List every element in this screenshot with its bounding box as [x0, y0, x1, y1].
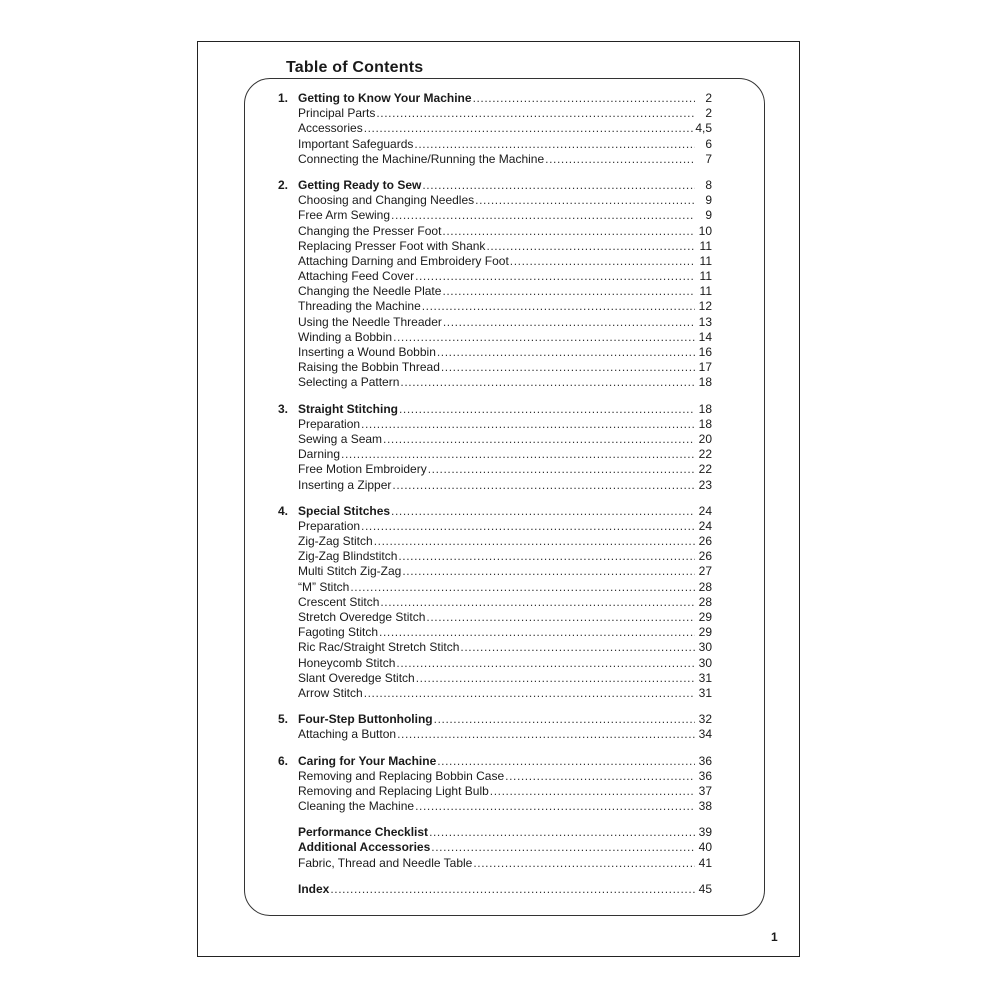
entry-label: Slant Overedge Stitch — [298, 670, 415, 685]
dot-leader — [383, 432, 695, 447]
toc-page-number: 6 — [705, 136, 712, 151]
page-number: 1 — [771, 930, 778, 944]
toc-page-number: 37 — [698, 783, 712, 798]
dot-leader — [442, 284, 695, 299]
toc-entry — [278, 269, 712, 284]
entry-label: Changing the Presser Foot — [298, 223, 442, 238]
dot-leader — [416, 671, 695, 686]
toc-appendix-entry — [278, 840, 712, 855]
dot-leader — [364, 686, 695, 701]
toc-page-number: 36 — [698, 753, 712, 768]
toc-page-number: 10 — [698, 223, 712, 238]
toc-page-number: 20 — [698, 431, 712, 446]
dot-leader — [473, 91, 695, 106]
toc-page-number: 26 — [698, 534, 712, 549]
entry-label: Free Motion Embroidery — [298, 462, 427, 477]
toc-entry — [278, 121, 712, 136]
dot-leader — [415, 799, 695, 814]
dot-leader — [422, 299, 695, 314]
toc-page-number: 16 — [698, 345, 712, 359]
dot-leader — [545, 152, 695, 167]
toc-page-number: 8 — [705, 177, 712, 192]
toc-entry — [278, 784, 712, 799]
toc-page-number: 39 — [698, 825, 712, 840]
toc-entry — [278, 447, 712, 462]
toc-page-number: 24 — [698, 503, 712, 518]
toc-entry — [278, 610, 712, 625]
toc-page-number: 30 — [698, 655, 712, 670]
toc-page-number: 28 — [698, 594, 712, 609]
section-number: 2. — [278, 177, 289, 192]
dot-leader — [364, 121, 695, 136]
dot-leader — [361, 417, 695, 432]
entry-label: Choosing and Changing Needles — [298, 193, 475, 208]
toc-page-number: 12 — [698, 299, 712, 314]
entry-label: Darning — [298, 447, 341, 462]
dot-leader — [379, 625, 695, 640]
toc-entry — [278, 727, 712, 742]
dot-leader — [392, 478, 695, 493]
toc-page-number: 41 — [698, 855, 712, 870]
toc-page-number: 7 — [705, 151, 712, 166]
toc-entry — [278, 580, 712, 595]
entry-label: Zig-Zag Stitch — [298, 534, 373, 549]
dot-leader — [350, 580, 695, 595]
toc-index-entry — [278, 882, 712, 897]
toc-section-heading — [278, 402, 712, 417]
appendix-label: Additional Accessories — [298, 840, 431, 855]
entry-label: Threading the Machine — [298, 299, 421, 314]
toc-entry — [278, 519, 712, 534]
toc-page-number: 4,5 — [695, 121, 712, 136]
toc-entry — [278, 284, 712, 299]
toc-entry — [278, 534, 712, 549]
entry-label: Selecting a Pattern — [298, 375, 400, 390]
toc-list — [278, 91, 712, 897]
dot-leader — [396, 656, 695, 671]
entry-label: Changing the Needle Plate — [298, 284, 442, 299]
dot-leader — [402, 564, 695, 579]
dot-leader — [437, 345, 695, 360]
toc-page-number: 11 — [699, 284, 712, 299]
toc-page-number: 32 — [698, 712, 712, 727]
entry-label: Ric Rac/Straight Stretch Stitch — [298, 640, 460, 655]
toc-page-number: 22 — [698, 447, 712, 462]
dot-leader — [441, 360, 695, 375]
toc-entry — [278, 478, 712, 493]
toc-page-number: 11 — [699, 253, 712, 268]
dot-leader — [391, 504, 695, 519]
entry-label: Important Safeguards — [298, 136, 414, 151]
entry-label: Accessories — [298, 121, 363, 136]
section-number: 6. — [278, 753, 289, 768]
toc-entry — [278, 417, 712, 432]
toc-page-number: 34 — [698, 727, 712, 742]
dot-leader — [442, 224, 695, 239]
dot-leader — [374, 534, 695, 549]
toc-entry — [278, 254, 712, 269]
section-title: Special Stitches — [298, 503, 391, 518]
toc-page-number: 30 — [698, 640, 712, 655]
toc-page-number: 2 — [705, 106, 712, 121]
dot-leader — [473, 856, 695, 871]
entry-label: Fagoting Stitch — [298, 625, 379, 640]
section-number: 4. — [278, 503, 289, 518]
entry-label: Arrow Stitch — [298, 685, 363, 700]
dot-leader — [399, 402, 695, 417]
toc-page-number: 28 — [698, 579, 712, 594]
section-title: Straight Stitching — [298, 401, 398, 416]
dot-leader — [429, 825, 695, 840]
entry-label: Free Arm Sewing — [298, 208, 391, 223]
entry-label: Preparation — [298, 416, 361, 431]
toc-page-number: 31 — [698, 685, 712, 700]
dot-leader — [400, 375, 695, 390]
toc-page-number: 27 — [698, 564, 712, 579]
toc-entry — [278, 330, 712, 345]
dot-leader — [434, 712, 695, 727]
toc-entry — [278, 595, 712, 610]
entry-label: Zig-Zag Blindstitch — [298, 549, 398, 564]
toc-entry — [278, 432, 712, 447]
dot-leader — [397, 727, 695, 742]
toc-page-number: 2 — [705, 91, 712, 105]
dot-leader — [391, 208, 695, 223]
toc-page-number: 22 — [698, 462, 712, 477]
toc-page-number: 29 — [698, 625, 712, 640]
toc-page-number: 40 — [698, 840, 712, 855]
dot-leader — [398, 549, 695, 564]
toc-page-number: 36 — [698, 768, 712, 783]
section-title: Getting Ready to Sew — [298, 177, 422, 192]
toc-page-number: 14 — [698, 329, 712, 344]
toc-page-number: 9 — [705, 208, 712, 223]
dot-leader — [361, 519, 695, 534]
entry-label: Principal Parts — [298, 106, 376, 121]
toc-page-number: 13 — [698, 314, 712, 329]
toc-entry — [278, 671, 712, 686]
toc-entry — [278, 208, 712, 223]
appendix-label: Performance Checklist — [298, 825, 429, 840]
toc-page-number: 24 — [698, 518, 712, 533]
dot-leader — [437, 754, 695, 769]
toc-entry — [278, 106, 712, 121]
section-title: Four-Step Buttonholing — [298, 712, 433, 727]
toc-entry — [278, 656, 712, 671]
section-number: 5. — [278, 712, 289, 727]
toc-entry — [278, 462, 712, 477]
toc-page-number: 29 — [698, 610, 712, 624]
toc-page-number: 9 — [705, 193, 712, 208]
toc-entry — [278, 315, 712, 330]
dot-leader — [490, 784, 695, 799]
toc-entry — [278, 152, 712, 167]
toc-section-heading — [278, 754, 712, 769]
toc-page-number: 17 — [698, 360, 712, 375]
entry-label: Attaching a Button — [298, 727, 397, 742]
entry-label: Sewing a Seam — [298, 431, 383, 446]
toc-entry — [278, 375, 712, 390]
section-number: 3. — [278, 401, 289, 416]
section-title: Getting to Know Your Machine — [298, 91, 472, 105]
toc-entry — [278, 769, 712, 784]
toc-page-number: 18 — [698, 375, 712, 390]
entry-label: Multi Stitch Zig-Zag — [298, 564, 402, 579]
toc-entry — [278, 193, 712, 208]
entry-label: Honeycomb Stitch — [298, 655, 396, 670]
toc-page-number: 38 — [698, 799, 712, 814]
entry-label: Removing and Replacing Light Bulb — [298, 783, 489, 798]
entry-label: Cleaning the Machine — [298, 799, 415, 814]
entry-label: Replacing Presser Foot with Shank — [298, 238, 486, 253]
entry-label: Inserting a Zipper — [298, 477, 392, 492]
toc-entry — [278, 549, 712, 564]
toc-page-number: 11 — [699, 269, 712, 284]
dot-leader — [376, 106, 695, 121]
toc-entry — [278, 625, 712, 640]
entry-label: Preparation — [298, 518, 361, 533]
toc-appendix-entry — [278, 825, 712, 840]
dot-leader — [415, 269, 695, 284]
index-label: Index — [298, 881, 330, 896]
toc-section-heading — [278, 712, 712, 727]
page-title: Table of Contents — [286, 59, 424, 76]
entry-label: Raising the Bobbin Thread — [298, 360, 440, 375]
dot-leader — [414, 137, 695, 152]
entry-label: Attaching Darning and Embroidery Foot — [298, 253, 509, 268]
toc-entry — [278, 640, 712, 655]
toc-page-number: 31 — [698, 670, 712, 685]
entry-label: Attaching Feed Cover — [298, 269, 415, 284]
toc-entry — [278, 299, 712, 314]
toc-entry — [278, 345, 712, 360]
dot-leader — [393, 330, 695, 345]
toc-page-number: 18 — [698, 416, 712, 431]
entry-label: Connecting the Machine/Running the Machine — [298, 151, 545, 166]
entry-label: Using the Needle Threader — [298, 314, 442, 329]
dot-leader — [330, 882, 695, 897]
toc-page-number: 11 — [699, 238, 712, 253]
toc-page-number: 23 — [698, 477, 712, 492]
toc-entry — [278, 360, 712, 375]
toc-entry — [278, 799, 712, 814]
toc-appendix-entry — [278, 856, 712, 871]
toc-entry — [278, 239, 712, 254]
toc-section-heading — [278, 504, 712, 519]
dot-leader — [380, 595, 695, 610]
toc-entry — [278, 137, 712, 152]
dot-leader — [510, 254, 695, 269]
appendix-label: Fabric, Thread and Needle Table — [298, 855, 473, 870]
toc-page-number: 18 — [698, 401, 712, 416]
dot-leader — [475, 193, 695, 208]
entry-label: Stretch Overedge Stitch — [298, 610, 426, 624]
toc-page-number: 45 — [698, 881, 712, 896]
toc-entry — [278, 564, 712, 579]
dot-leader — [443, 315, 695, 330]
entry-label: Winding a Bobbin — [298, 329, 393, 344]
dot-leader — [341, 447, 695, 462]
dot-leader — [431, 840, 695, 855]
toc-page-number: 26 — [698, 549, 712, 564]
entry-label: Removing and Replacing Bobbin Case — [298, 768, 505, 783]
toc-section-heading — [278, 178, 712, 193]
toc-entry — [278, 686, 712, 701]
section-title: Caring for Your Machine — [298, 753, 437, 768]
dot-leader — [460, 640, 695, 655]
dot-leader — [426, 610, 695, 625]
dot-leader — [422, 178, 695, 193]
toc-section-heading — [278, 91, 712, 106]
dot-leader — [505, 769, 695, 784]
dot-leader — [486, 239, 695, 254]
entry-label: Crescent Stitch — [298, 594, 380, 609]
toc-entry — [278, 224, 712, 239]
section-number: 1. — [278, 91, 289, 105]
entry-label: “M” Stitch — [298, 579, 350, 594]
dot-leader — [428, 462, 695, 477]
entry-label: Inserting a Wound Bobbin — [298, 345, 436, 359]
